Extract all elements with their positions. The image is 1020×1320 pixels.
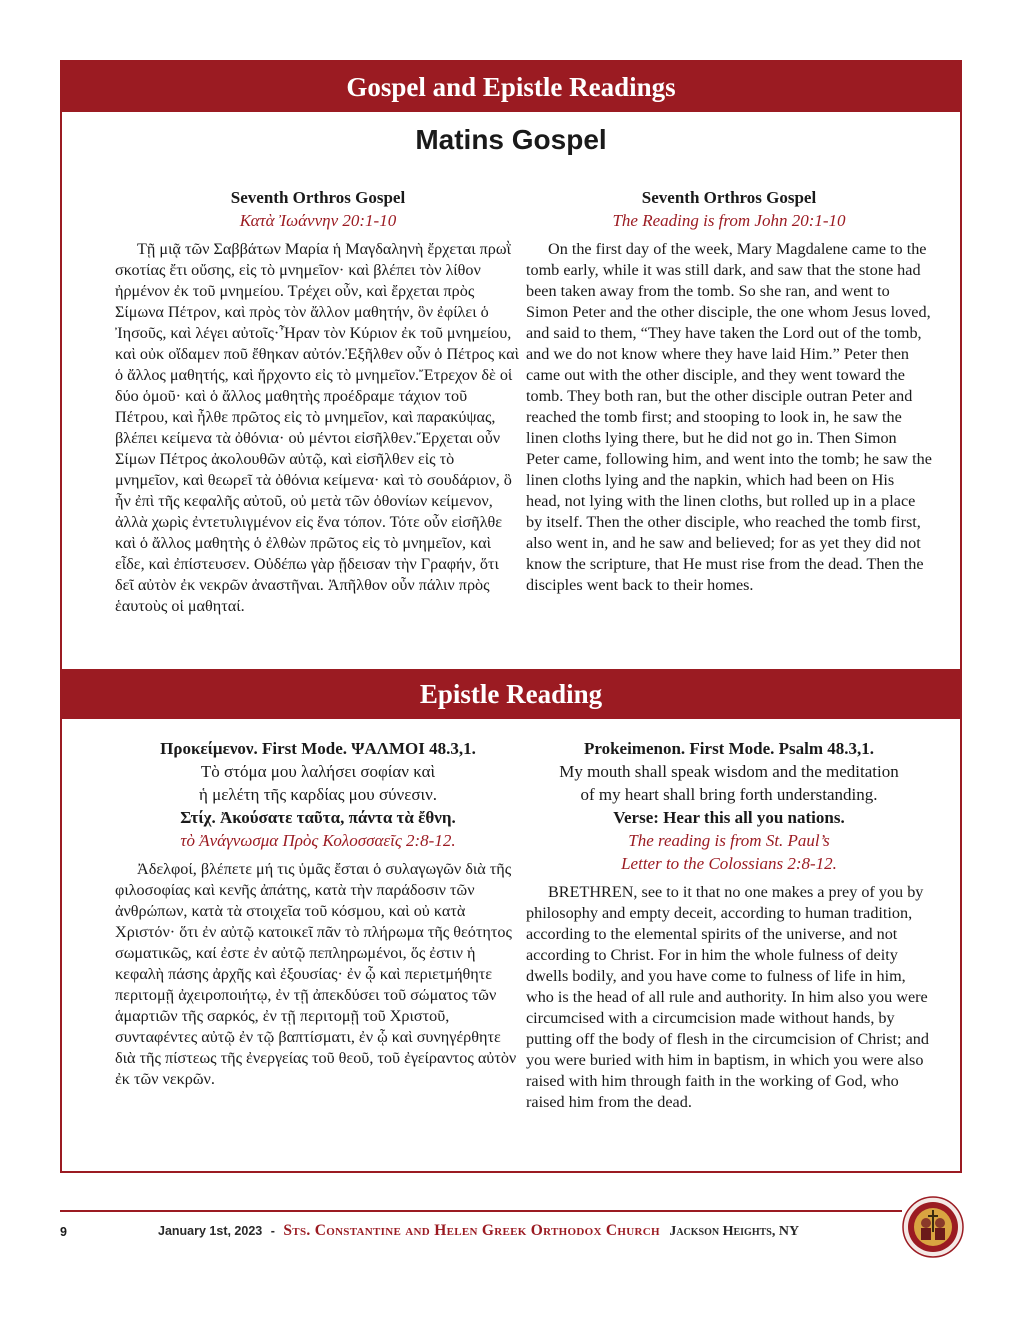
epistle-title: Epistle Reading [62, 669, 960, 719]
epistle-english-verse-line1: My mouth shall speak wisdom and the meditation [559, 762, 899, 781]
matins-english-column [526, 186, 932, 596]
footer-divider [60, 1210, 902, 1212]
epistle-greek-stich: Στίχ. Ἀκούσατε ταῦτα, πάντα τὰ ἔθνη. [180, 808, 456, 827]
page-number: 9 [60, 1225, 67, 1239]
matins-english-heading: Seventh Orthros Gospel [641, 188, 817, 207]
epistle-english-column [526, 737, 932, 1113]
matins-greek-reference: Κατὰ Ἰωάννην 20:1-10 [239, 211, 397, 230]
matins-greek-heading: Seventh Orthros Gospel [230, 188, 406, 207]
epistle-greek-text: Ἀδελφοί, βλέπετε μή τις ὑμᾶς ἔσται ὁ συλαγωγῶν διὰ τῆς φιλοσοφίας καὶ κενῆς ἀπάτης, κατὰ τὴν παράδοσιν τῶν ἀνθρώπων, κατὰ τὰ στοιχεῖα τοῦ κόσμου, καὶ οὐ κατὰ Χριστόν· ὅτι ἐν αὐτῷ κατοικεῖ πᾶν τὸ πλήρωμα τῆς θεότητος σωματικῶς, καί ἐστε ἐν αὐτῷ πεπληρωμένοι, ὅς ἐστιν ἡ κεφαλὴ πάσης ἀρχῆς καὶ ἐξουσίας· ἐν ᾧ καὶ περιετμήθητε περιτομῇ ἀχειροποιήτῳ, ἐν τῇ ἀπεκδύσει τοῦ σώματος τῶν ἁμαρτιῶν τῆς σαρκός, ἐν τῇ περιτομῇ τοῦ Χριστοῦ, συνταφέντες αὐτῷ ἐν τῷ βαπτίσματι, ἐν ᾧ καὶ συνηγέρθητε διὰ τῆς πίστεως τῆς ἐνεργείας τοῦ θεοῦ, τοῦ ἐγείραντος αὐτὸν ἐκ τῶν νεκρῶν. [115, 860, 517, 1088]
footer-location: Jackson Heights, NY [669, 1224, 800, 1239]
epistle-english-text: BRETHREN, see to it that no one makes a prey of you by philosophy and empty deceit, according to human tradition, according to the elemental spirits of the universe, and not according to Christ. For in him the whole fulness of deity dwells bodily, and you have come to fulness of life in him, who is the head of all rule and authority. In him also you were circumcised with a circumcision made without hands, by putting off the body of flesh in the circumcision of Christ; and you were buried with him in baptism, in which you were also raised with him through faith in the working of God, who raised him from the dead. [526, 883, 929, 1111]
epistle-greek-prokeimenon: Προκείμενον. First Mode. ΨΑΛΜΟΙ 48.3,1. [160, 739, 476, 758]
matins-english-text: On the first day of the week, Mary Magdalene came to the tomb early, while it was still dark, and saw that the stone had been taken away from the tomb. So she ran, and went to Simon Peter and the other disciple, the one whom Jesus loved, and said to them, “They have taken the Lord out of the tomb, and we do not know where they have laid Him.” Peter then came out with the other disciple, and they went toward the tomb. They both ran, but the other disciple outran Peter and reached the tomb first; and stooping to look in, he saw the linen cloths lying there, but he did not go in. Then Simon Peter came, following him, and went into the tomb; he saw the linen cloths lying and the napkin, which had been on His head, not lying with the linen cloths, but rolled up in a place by itself. Then the other disciple, who reached the tomb first, also went in, and he saw and believed; for as yet they did not know the scripture, that He must rise from the dead. Then the disciples went back to their homes. [526, 240, 932, 594]
epistle-english-stich: Verse: Hear this all you nations. [613, 808, 845, 827]
matins-english-reference: The Reading is from John 20:1-10 [612, 211, 846, 230]
epistle-english-reference-line1: The reading is from St. Paul’s [628, 831, 830, 850]
footer-separator: - [270, 1224, 275, 1238]
readings-frame [60, 60, 962, 1173]
epistle-greek-verse-line2: ἡ μελέτη τῆς καρδίας μου σύνεσιν. [198, 785, 438, 804]
epistle-english-verse-line2: of my heart shall bring forth understanding. [580, 785, 878, 804]
epistle-greek-reference: τὸ Ἀνάγνωσμα Πρὸς Κολοσσαεῖς 2:8-12. [180, 831, 456, 850]
matins-title: Matins Gospel [415, 124, 607, 155]
footer-date: January 1st, 2023 [158, 1224, 263, 1238]
footer [158, 1220, 799, 1243]
page-title: Gospel and Epistle Readings [62, 62, 960, 112]
epistle-english-reference-line2: Letter to the Colossians 2:8-12. [621, 854, 837, 873]
church-seal-icon [902, 1196, 964, 1258]
epistle-greek-column [115, 737, 521, 1090]
epistle-greek-verse-line1: Τὸ στόμα μου λαλήσει σοφίαν καὶ [200, 762, 436, 781]
matins-greek-column [115, 186, 521, 617]
matins-greek-text: Τῇ μιᾷ τῶν Σαββάτων Μαρία ἡ Μαγδαληνὴ ἔρχεται πρωῒ σκοτίας ἔτι οὔσης, εἰς τὸ μνημεῖον· καὶ βλέπει τὸν λίθον ἠρμένον ἐκ τοῦ μνημείου. Τρέχει οὖν, καὶ ἔρχεται πρὸς Σίμωνα Πέτρον, καὶ πρὸς τὸν ἄλλον μαθητήν, ὃν ἐφίλει ὁ Ἰησοῦς, καὶ λέγει αὐτοῖς·Ἦραν τὸν Κύριον ἐκ τοῦ μνημείου, καὶ οὐκ οἴδαμεν ποῦ ἔθηκαν αὐτόν.Ἐξῆλθεν οὖν ὁ Πέτρος καὶ ὁ ἄλλος μαθητής, καὶ ἤρχοντο εἰς τὸ μνημεῖον.Ἔτρεχον δὲ οἱ δύο ὁμοῦ· καὶ ὁ ἄλλος μαθητὴς προέδραμε τάχιον τοῦ Πέτρου, καὶ ἦλθε πρῶτος εἰς τὸ μνημεῖον, καὶ παρακύψας, βλέπει κείμενα τὰ ὀθόνια· οὐ μέντοι εἰσῆλθεν.Ἔρχεται οὖν Σίμων Πέτρος ἀκολουθῶν αὐτῷ, καὶ εἰσῆλθεν εἰς τὸ μνημεῖον, καὶ θεωρεῖ τὰ ὀθόνια κείμενα· καὶ τὸ σουδάριον, ὃ ἦν ἐπὶ τῆς κεφαλῆς αὐτοῦ, οὐ μετὰ τῶν ὀθονίων κείμενον, ἀλλὰ χωρὶς ἐντετυλιγμένον εἰς ἕνα τόπον. Τότε οὖν εἰσῆλθε καὶ ὁ ἄλλος μαθητὴς ὁ ἐλθὼν πρῶτος εἰς τὸ μνημεῖον, καὶ εἶδε, καὶ ἐπίστευσεν. Οὐδέπω γὰρ ᾔδεισαν τὴν Γραφήν, ὅτι δεῖ αὐτὸν ἐκ νεκρῶν ἀναστῆναι. Ἀπῆλθον οὖν πάλιν πρὸς ἑαυτοὺς οἱ μαθηταί. [115, 240, 519, 615]
footer-church-name: Sts. Constantine and Helen Greek Orthodox Church [283, 1222, 660, 1239]
epistle-english-prokeimenon: Prokeimenon. First Mode. Psalm 48.3,1. [583, 739, 875, 758]
